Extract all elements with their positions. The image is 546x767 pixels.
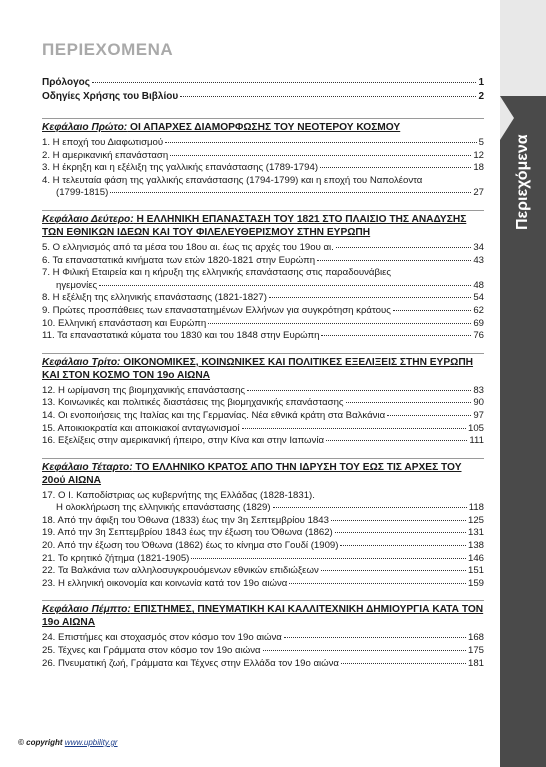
toc-page-number: 2 — [478, 91, 484, 102]
chapter-section — [42, 458, 484, 591]
chapter-label: Κεφάλαιο Τέταρτο: — [42, 461, 133, 473]
toc-entry-text: 5. Ο ελληνισμός από τα μέσα του 18ου αι. έως τις αρχές του 19ου αι. — [42, 241, 334, 253]
dot-leader — [165, 142, 477, 143]
toc-entry-text: 12. Η ωρίμανση της βιομηχανικής επανάστασης — [42, 384, 246, 396]
toc-entry-text: 21. Το κρητικό ζήτημα (1821-1905) — [42, 552, 190, 564]
toc-entry[interactable] — [42, 187, 484, 200]
toc-entry-text: 17. Ο Ι. Καποδίστριας ως κυβερνήτης της Ελλάδας (1828-1831). — [42, 489, 315, 501]
toc-entry-text: Οδηγίες Χρήσης του Βιβλίου — [42, 91, 179, 102]
toc-entry[interactable] — [42, 527, 484, 540]
toc-entry[interactable] — [42, 632, 484, 645]
chapter-label: Κεφάλαιο Τρίτο: — [42, 356, 121, 368]
dot-leader — [284, 637, 466, 638]
dot-leader — [335, 532, 466, 533]
toc-page-number: 131 — [467, 527, 484, 539]
dot-leader — [99, 285, 471, 286]
toc-entry-text: 6. Τα επαναστατικά κινήματα των ετών 1820-1821 στην Ευρώπη — [42, 254, 316, 266]
toc-entry-text: 3. Η έκρηξη και η εξέλιξη της γαλλικής επανάστασης (1789-1794) — [42, 162, 319, 174]
toc-entry[interactable] — [42, 280, 484, 293]
toc-entry-text: 20. Από την έξωση του Όθωνα (1862) έως το κίνημα στο Γουδί (1909) — [42, 540, 339, 552]
chapter-title — [42, 356, 484, 382]
toc-entry-text: 25. Τέχνες και Γράμματα στον κόσμο τον 19ο αιώνα — [42, 645, 261, 657]
dot-leader — [393, 310, 471, 311]
toc-page-number: 159 — [467, 577, 484, 589]
dot-leader — [326, 440, 467, 441]
chapter-heading: ΕΠΙΣΤΗΜΕΣ, ΠΝΕΥΜΑΤΙΚΗ ΚΑΙ ΚΑΛΛΙΤΕΧΝΙΚΗ ΔΗΜΙΟΥΡΓΙΑ ΚΑΤΑ ΤΟΝ 19ο ΑΙΩΝΑ — [42, 604, 484, 629]
dot-leader — [331, 520, 466, 521]
chapter-label: Κεφάλαιο Πρώτο: — [42, 122, 128, 133]
dot-leader — [273, 507, 467, 508]
chapter-heading: ΟΙΚΟΝΟΜΙΚΕΣ, ΚΟΙΝΩΝΙΚΕΣ ΚΑΙ ΠΟΛΙΤΙΚΕΣ ΕΞΕΛΙΞΕΙΣ ΣΤΗΝ ΕΥΡΩΠΗ ΚΑΙ ΣΤΟΝ ΚΟΣΜΟ ΤΟΝ 19ο ΑΙΩΝΑ — [42, 356, 474, 381]
dot-leader — [170, 155, 471, 156]
toc-entry[interactable] — [42, 292, 484, 305]
toc-page-number: 97 — [473, 409, 484, 421]
toc-entry-multiline[interactable] — [42, 267, 484, 292]
toc-page-number: 18 — [473, 162, 484, 174]
toc-page-number: 146 — [467, 552, 484, 564]
toc-page-number: 168 — [467, 632, 484, 644]
toc-entry[interactable] — [42, 318, 484, 331]
toc-entry[interactable] — [42, 435, 484, 448]
side-tab-light-area — [500, 0, 546, 96]
chapter-title — [42, 461, 484, 487]
copyright-link[interactable]: www.upbility.gr — [64, 738, 118, 747]
copyright-notice — [18, 738, 118, 747]
toc-entry[interactable] — [42, 410, 484, 423]
dot-leader — [321, 570, 466, 571]
chapters-list — [42, 118, 484, 670]
toc-page-number: 90 — [473, 397, 484, 409]
toc-entry[interactable] — [42, 242, 484, 255]
dot-leader — [208, 323, 471, 324]
toc-entry-text: 26. Πνευματική ζωή, Γράμματα και Τέχνες στην Ελλάδα τον 19ο αιώνα — [42, 657, 339, 669]
toc-entry-text: 10. Ελληνική επανάσταση και Ευρώπη — [42, 317, 207, 329]
toc-entry-text: 16. Εξελίξεις στην αμερικανική ήπειρο, στην Κίνα και στην Ιαπωνία — [42, 435, 325, 447]
toc-page-number: 175 — [467, 645, 484, 657]
toc-page-number: 105 — [467, 422, 484, 434]
toc-entry[interactable] — [42, 578, 484, 591]
toc-page-number: 83 — [473, 384, 484, 396]
chapter-label: Κεφάλαιο Δεύτερο: — [42, 213, 134, 225]
toc-page-number: 125 — [467, 514, 484, 526]
dot-leader — [321, 335, 471, 336]
dot-leader — [346, 402, 472, 403]
toc-page-number: 48 — [473, 279, 484, 291]
chapter-heading: ΟΙ ΑΠΑΡΧΕΣ ΔΙΑΜΟΡΦΩΣΗΣ ΤΟΥ ΝΕΟΤΕΡΟΥ ΚΟΣΜΟΥ — [127, 122, 401, 133]
chapter-label: Κεφάλαιο Πέμπτο: — [42, 604, 131, 616]
dot-leader — [92, 82, 477, 83]
toc-entry-text: 4. Η τελευταία φάση της γαλλικής επανάστασης (1794-1799) και η εποχή του Ναπολέοντα — [42, 174, 423, 186]
toc-entry-text: 22. Τα Βαλκάνια των αλληλοσυγκρουόμενων εθνικών επιδιώξεων — [42, 565, 319, 577]
toc-entry-text: 14. Οι ενοποιήσεις της Ιταλίας και της Γερμανίας. Νέα εθνικά κράτη στα Βαλκάνια — [42, 409, 386, 421]
dot-leader — [341, 663, 466, 664]
dot-leader — [242, 428, 466, 429]
side-tab-label: Περιεχόμενα — [514, 134, 531, 230]
toc-page-number: 138 — [467, 540, 484, 552]
toc-entry-text: 13. Κοινωνικές και πολιτικές διαστάσεις της βιομηχανικής επανάστασης — [42, 397, 344, 409]
dot-leader — [289, 583, 466, 584]
page-title: ΠΕΡΙΕΧΟΜΕΝΑ — [42, 40, 174, 59]
dot-leader — [269, 297, 471, 298]
copyright-prefix: © copyright — [18, 738, 65, 747]
toc-entry[interactable] — [42, 565, 484, 578]
toc-page-number: 27 — [473, 187, 484, 199]
toc-entry[interactable] — [42, 255, 484, 268]
toc-content — [42, 40, 484, 680]
toc-entry[interactable] — [42, 330, 484, 343]
dot-leader — [320, 167, 471, 168]
toc-entry-text: 2. Η αμερικανική επανάσταση — [42, 149, 169, 161]
toc-page-number: 111 — [469, 435, 484, 447]
chapter-section — [42, 600, 484, 670]
chapter-heading: Η ΕΛΛΗΝΙΚΗ ΕΠΑΝΑΣΤΑΣΗ ΤΟΥ 1821 ΣΤΟ ΠΛΑΙΣΙΟ ΤΗΣ ΑΝΑΔΥΣΗΣ ΤΩΝ ΕΘΝΙΚΩΝ ΙΔΕΩΝ ΚΑΙ ΤΟΥ ΦΙΛΕΛΕΥΘΕΡΙΣΜΟΥ ΣΤΗΝ ΕΥΡΩΠΗ — [42, 213, 467, 238]
toc-entry-text: Η ολοκλήρωση της ελληνικής επανάστασης (1829) — [56, 502, 271, 514]
dot-leader — [180, 96, 476, 97]
front-matter — [42, 76, 484, 104]
toc-entry-text: 23. Η ελληνική οικονομία και κοινωνία κατά τον 19ο αιώνα — [42, 577, 288, 589]
chapter-title — [42, 213, 484, 239]
toc-entry[interactable] — [42, 162, 484, 175]
toc-entry[interactable] — [42, 645, 484, 658]
toc-entry-text: 15. Αποικιοκρατία και αποικιακοί ανταγωνισμοί — [42, 422, 240, 434]
toc-entry-text: 1. Η εποχή του Διαφωτισμού — [42, 137, 164, 148]
toc-entry[interactable] — [42, 385, 484, 398]
toc-page-number: 12 — [473, 149, 484, 161]
toc-entry[interactable] — [42, 540, 484, 553]
chapter-section — [42, 118, 484, 200]
toc-entry-multiline[interactable] — [42, 490, 484, 515]
toc-page-number: 62 — [473, 304, 484, 316]
dot-leader — [263, 650, 466, 651]
toc-page-number: 118 — [468, 502, 484, 514]
toc-entry[interactable] — [42, 90, 484, 104]
chapter-title — [42, 603, 484, 629]
toc-entry-text: Πρόλογος — [42, 77, 90, 88]
toc-entry[interactable] — [42, 76, 484, 90]
toc-page-number: 34 — [473, 241, 484, 253]
dot-leader — [247, 390, 471, 391]
dot-leader — [110, 192, 471, 193]
toc-page-number: 76 — [473, 330, 484, 342]
side-tab — [500, 0, 546, 767]
dot-leader — [387, 415, 471, 416]
toc-entry[interactable] — [42, 502, 484, 515]
toc-page-number: 5 — [478, 137, 484, 148]
toc-entry[interactable] — [42, 423, 484, 436]
toc-entry-text: (1799-1815) — [56, 187, 109, 199]
toc-entry[interactable] — [42, 137, 484, 150]
chapter-title — [42, 121, 484, 134]
toc-page-number: 69 — [473, 317, 484, 329]
toc-page-number: 54 — [473, 292, 484, 304]
toc-entry[interactable] — [42, 150, 484, 163]
toc-page-number: 151 — [467, 565, 484, 577]
toc-entry[interactable] — [42, 515, 484, 528]
toc-entry-text: 9. Πρώτες προσπάθειες των επαναστατημένων Ελλήνων για συγκρότηση κράτους — [42, 304, 391, 316]
toc-entry[interactable] — [42, 658, 484, 671]
toc-entry-text: 19. Από την 3η Σεπτεμβρίου 1843 έως την έξωση του Όθωνα (1862) — [42, 527, 333, 539]
chapter-section — [42, 210, 484, 343]
toc-entry-text: 24. Επιστήμες και στοχασμός στον κόσμο τον 19ο αιώνα — [42, 632, 282, 644]
dot-leader — [336, 247, 471, 248]
toc-page-number: 1 — [478, 77, 484, 88]
dot-leader — [191, 558, 466, 559]
toc-entry-text: ηγεμονίες — [56, 279, 98, 291]
chapter-heading: ΤΟ ΕΛΛΗΝΙΚΟ ΚΡΑΤΟΣ ΑΠΟ ΤΗΝ ΙΔΡΥΣΗ ΤΟΥ ΕΩΣ ΤΙΣ ΑΡΧΕΣ ΤΟΥ 20ού ΑΙΩΝΑ — [42, 461, 462, 486]
chapter-section — [42, 353, 484, 448]
toc-entry[interactable] — [42, 553, 484, 566]
dot-leader — [317, 260, 471, 261]
toc-entry-text: 8. Η εξέλιξη της ελληνικής επανάστασης (1821-1827) — [42, 292, 267, 304]
toc-page-number: 43 — [473, 254, 484, 266]
toc-entry-multiline[interactable] — [42, 175, 484, 200]
toc-page-number: 181 — [467, 657, 484, 669]
toc-entry[interactable] — [42, 305, 484, 318]
toc-entry[interactable] — [42, 397, 484, 410]
dot-leader — [340, 545, 466, 546]
toc-entry-text: 11. Τα επαναστατικά κύματα του 1830 και του 1848 στην Ευρώπη — [42, 330, 320, 342]
toc-entry-text: 18. Από την άφιξη του Όθωνα (1833) έως την 3η Σεπτεμβρίου 1843 — [42, 514, 329, 526]
toc-entry-text: 7. Η Φιλική Εταιρεία και η κήρυξη της ελληνικής επανάστασης στις παραδουνάβιες — [42, 267, 392, 279]
